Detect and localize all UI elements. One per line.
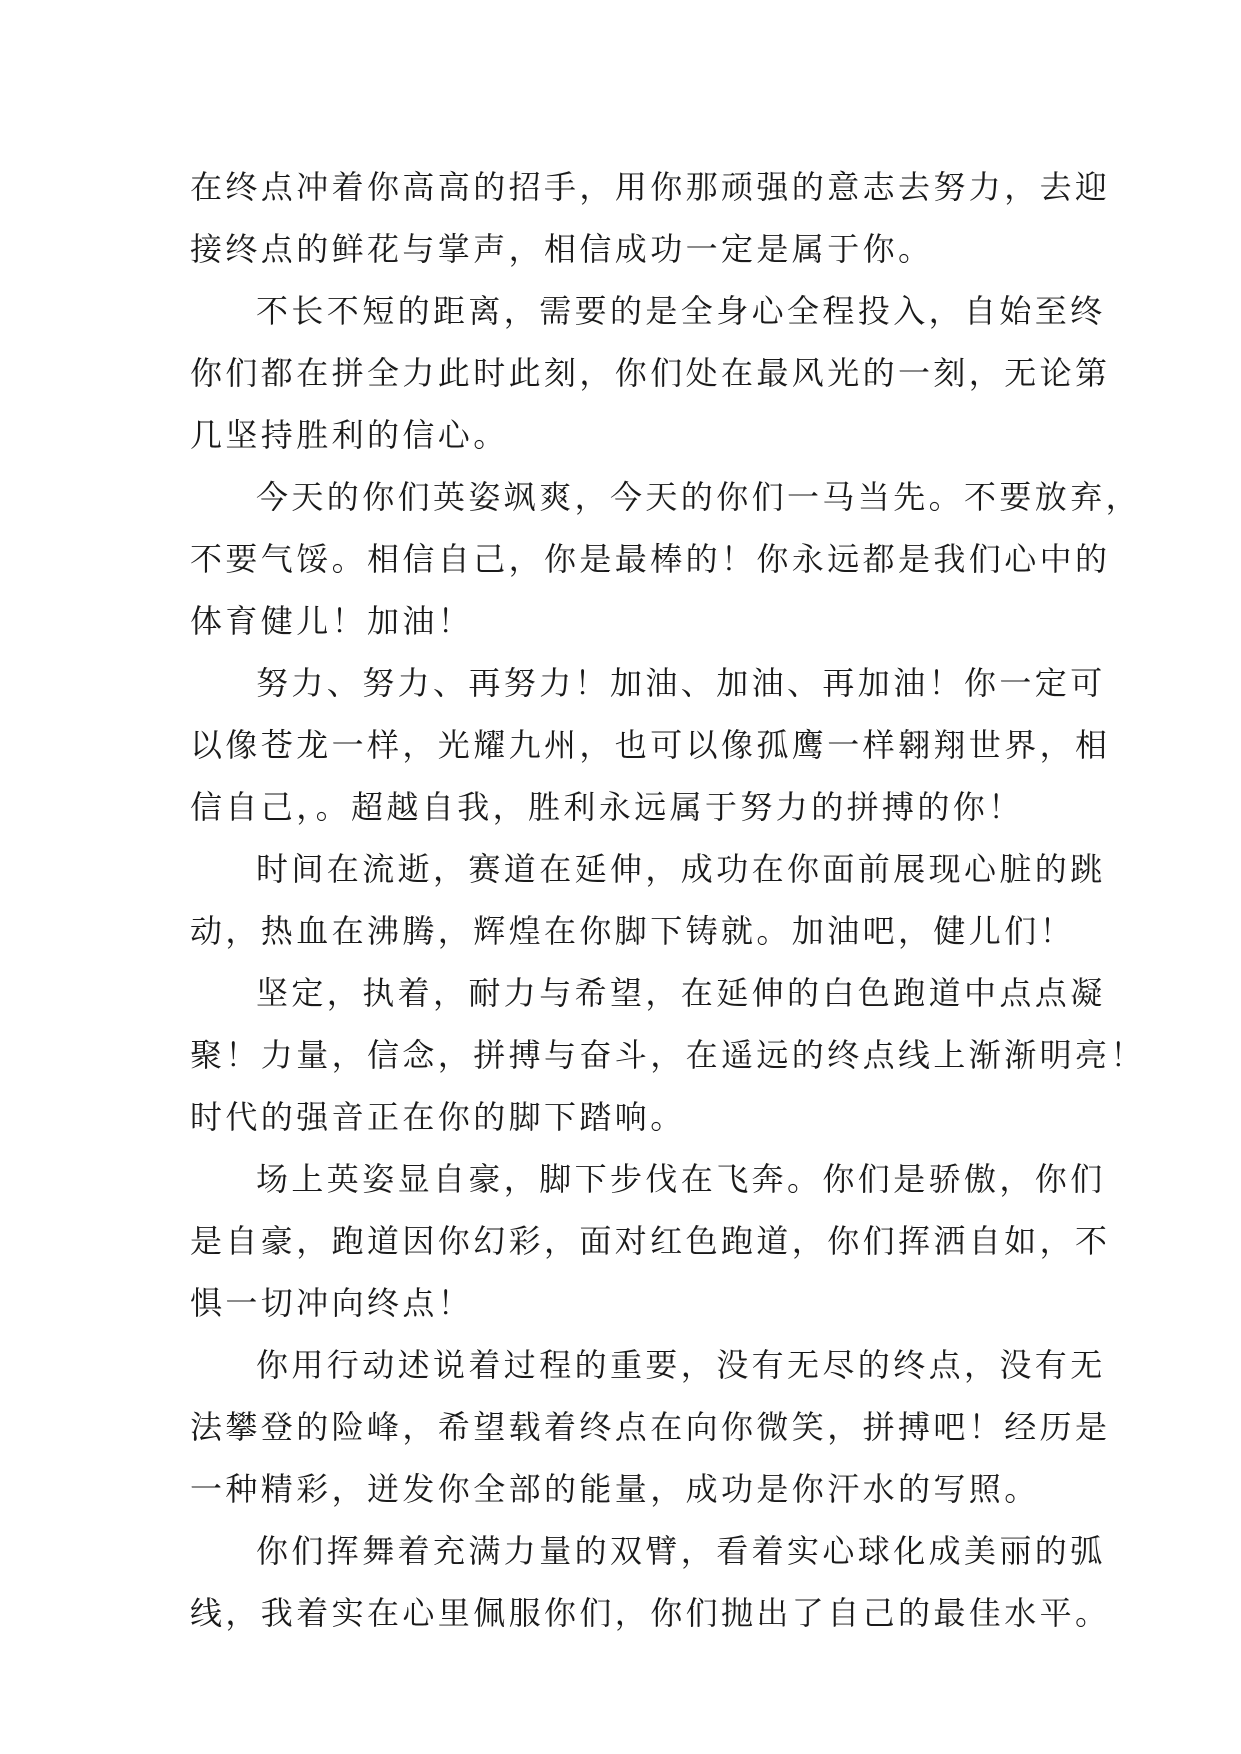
text-line: 聚！力量，信念，拼搏与奋斗，在遥远的终点线上渐渐明亮！ xyxy=(190,1036,1146,1074)
document-body xyxy=(190,156,1146,1644)
text-line: 不长不短的距离，需要的是全身心全程投入，自始至终 xyxy=(256,292,1106,330)
text-line: 以像苍龙一样，光耀九州，也可以像孤鹰一样翱翔世界，相 xyxy=(190,726,1111,764)
text-line: 努力、努力、再努力！加油、加油、再加油！你一定可 xyxy=(256,664,1106,702)
text-line: 场上英姿显自豪，脚下步伐在飞奔。你们是骄傲，你们 xyxy=(256,1160,1106,1198)
text-line: 几坚持胜利的信心。 xyxy=(190,416,509,454)
text-line: 动，热血在沸腾，辉煌在你脚下铸就。加油吧，健儿们！ xyxy=(190,912,1076,950)
text-line: 时间在流逝，赛道在延伸，成功在你面前展现心脏的跳 xyxy=(256,850,1106,888)
text-line: 坚定，执着，耐力与希望，在延伸的白色跑道中点点凝 xyxy=(256,974,1106,1012)
text-line: 你们都在拼全力此时此刻，你们处在最风光的一刻，无论第 xyxy=(190,354,1111,392)
text-line: 接终点的鲜花与掌声，相信成功一定是属于你。 xyxy=(190,230,934,268)
text-line: 你们挥舞着充满力量的双臂，看着实心球化成美丽的弧 xyxy=(256,1532,1106,1570)
text-line: 今天的你们英姿飒爽，今天的你们一马当先。不要放弃， xyxy=(256,478,1142,516)
text-line: 是自豪，跑道因你幻彩，面对红色跑道，你们挥洒自如，不 xyxy=(190,1222,1111,1260)
text-line: 你用行动述说着过程的重要，没有无尽的终点，没有无 xyxy=(256,1346,1106,1384)
text-line: 时代的强音正在你的脚下踏响。 xyxy=(190,1098,686,1136)
text-line: 惧一切冲向终点！ xyxy=(190,1284,474,1322)
text-line: 不要气馁。相信自己，你是最棒的！你永远都是我们心中的 xyxy=(190,540,1111,578)
text-line: 体育健儿！加油！ xyxy=(190,602,474,640)
text-line: 信自己，。超越自我，胜利永远属于努力的拼搏的你！ xyxy=(190,788,1024,826)
text-line: 线，我着实在心里佩服你们，你们抛出了自己的最佳水平。 xyxy=(190,1594,1111,1632)
text-line: 法攀登的险峰，希望载着终点在向你微笑，拼搏吧！经历是 xyxy=(190,1408,1111,1446)
text-line: 在终点冲着你高高的招手，用你那顽强的意志去努力，去迎 xyxy=(190,168,1111,206)
text-line: 一种精彩，迸发你全部的能量，成功是你汗水的写照。 xyxy=(190,1470,1040,1508)
